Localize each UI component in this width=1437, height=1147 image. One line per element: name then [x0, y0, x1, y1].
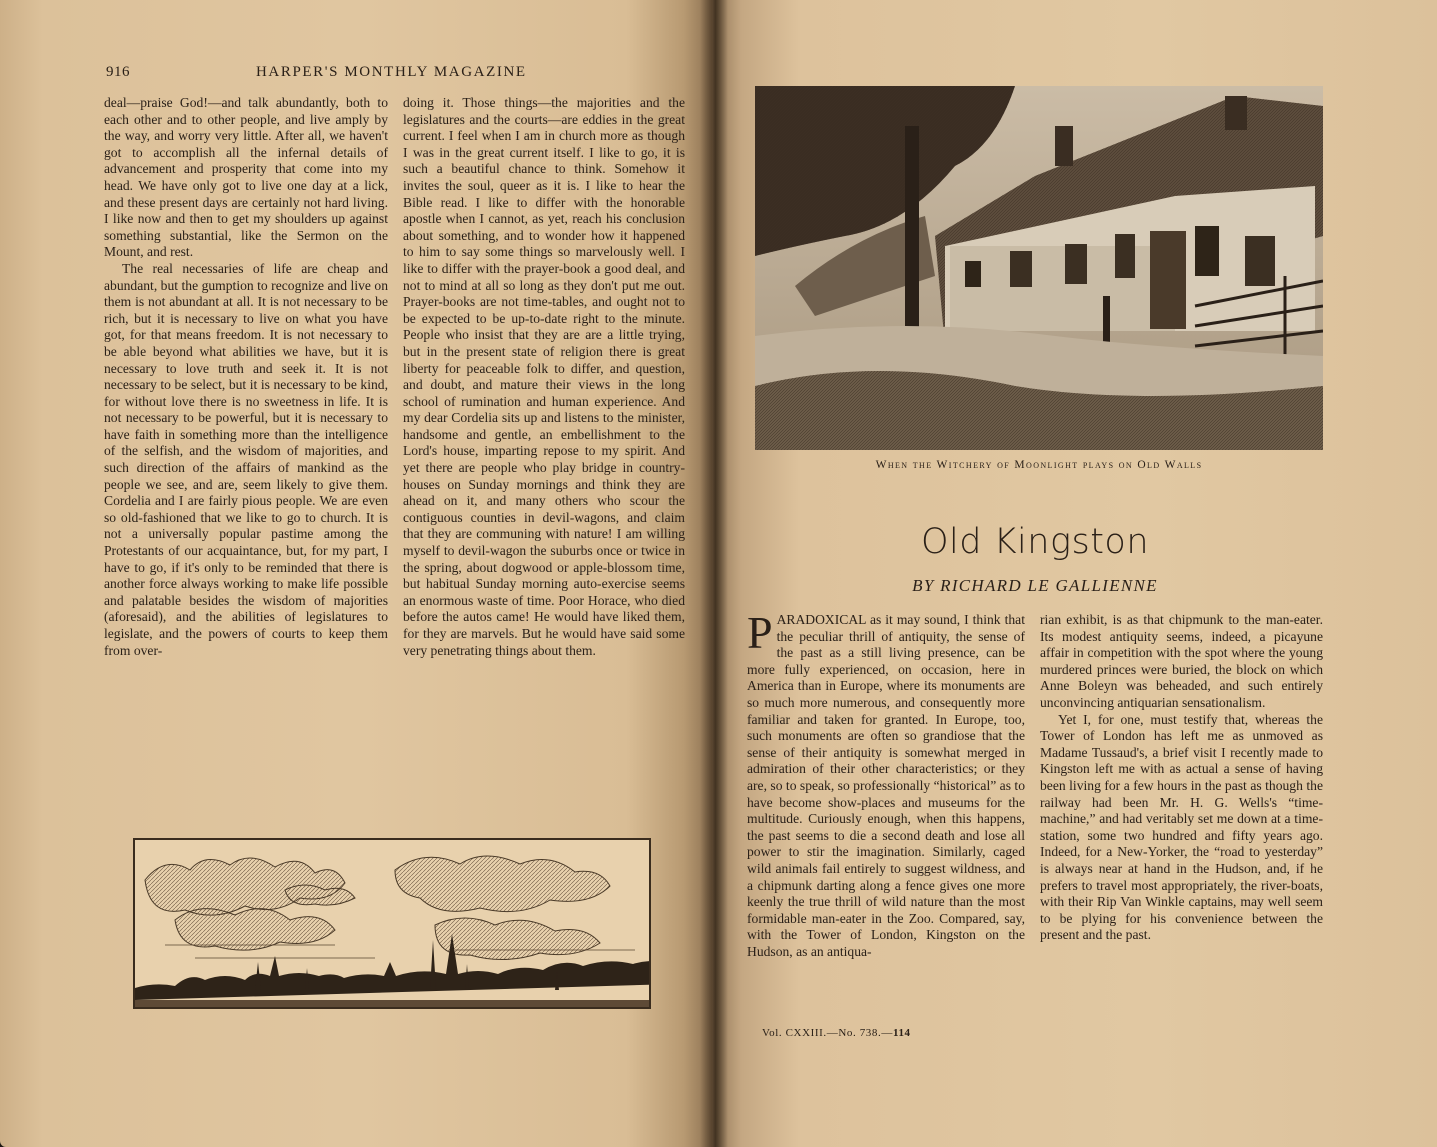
- signature-number: 114: [892, 1027, 911, 1039]
- paragraph: rian exhibit, is as that chipmunk to the man-eater. Its modest antiquity seems, indeed, a picayune affair in competition with the spot where the young murdered princes were buried, the block on which Anne Boleyn was beheaded, and such entirely unconvincing antiquarian sensationalism.: [1040, 612, 1323, 710]
- paragraph-text: ARADOXICAL as it may sound, I think that the peculiar thrill of antiquity, the sense of the past as a still living presence, can be more fully experienced, on occasion, here in America than in Europe, where its monuments are so much more numerous, and consequently more familiar and taken for granted. In Europe, too, such monuments are often so grandiose that the sense of their antiquity is somewhat merged in admiration of their other characteristics; or they are, so to speak, so professionally “historical” as to have become show-places and museums for the multitude. Curiously enough, when this happens, the past seems to die a second death and lose all power to stir the imagination. Similarly, caged wild animals fail entirely to suggest wildness, and a chipmunk darting along a fence gives one more keenly the true thrill of wild nature than the most formidable man-eater in the Zoo. Compared, say, with the Tower of London, Kingston on the Hudson, as an antiqua-: [747, 612, 1025, 959]
- cloud-landscape-engraving: [133, 838, 651, 1009]
- illustration-caption: When the Witchery of Moonlight plays on Old Walls: [875, 459, 1203, 471]
- paragraph: The real necessaries of life are cheap and abundant, but the gumption to recognize and live on them is not abundant at all. It is not necessary to be rich, but it is necessary to live on what you have got, for that means freedom. It is not necessary to be able beyond what abilities we have, but it is necessary to love truth and seek it. It is not necessary to be select, but it is necessary to be kind, for without love there is no sweetness in life. It is not necessary to be powerful, but it is necessary to have faith in something more than the intelligence of the selfish, and the wisdom of majorities, and such direction of the affairs of mankind as the people we see, and are, seem likely to give them. Cordelia and I are fairly pious people. We are even so old-fashioned that we like to go to church. It is not a universally popular pastime among the Protestants of our acquaintance, but, for my part, I have to go, if it's only to be reminded that there is another force always working to make life possible and palatable besides the wisdom of majorities (aforesaid), and the abilities of legislatures to legislate, and the powers of courts to keep them from over-: [104, 260, 388, 658]
- paragraph: Yet I, for one, must testify that, whereas the Tower of London has left me as unmoved as Madame Tussaud's, a brief visit I recently made to Kingston left me with as actual a sense of having been living for a few hours in the past as though the railway had been Mr. H. G. Wells's “time-machine,” and had veritably set me down at a time-station, some two hundred and fifty years ago. Indeed, for a New-Yorker, the “road to yesterday” is always near at hand in the Hudson, and, if he prefers to travel most appropriately, the river-boats, with their Rip Van Winkle captains, may well seem to be plying for his convenience between the present and the past.: [1040, 711, 1323, 943]
- running-head: HARPER'S MONTHLY MAGAZINE: [256, 64, 527, 80]
- left-column-1: [104, 95, 388, 659]
- right-column-1: [747, 607, 1025, 960]
- paragraph: deal—praise God!—and talk abundantly, both to each other and to other people, and live amply by the way, and worry very little. After all, we haven't got to accomplish all the infernal details of advancement and prosperity that come into my head. We have only got to live one day at a lick, and these present days are certainly not hard living. I like now and then to get my shoulders up against something substantial, like the Sermon on the Mount, and rest.: [104, 95, 388, 260]
- cloud-landscape-drawing: [135, 840, 649, 1007]
- left-column-2: [403, 95, 685, 659]
- paragraph: doing it. Those things—the majorities and the legislatures and the courts—are eddies in the great current. I feel when I am in church more as though I was in the great current itself. I like to go, it is such a beautiful chance to think. Somehow it invites the soul, queer as it is. I like to hear the Bible read. I like to differ with the honorable apostle when I cannot, as yet, reach his conclusion about something, and to wonder how it happened to him to say some things so marvelously well. I like to differ with the prayer-book a good deal, and not to mind at all so long as they don't put me out. Prayer-books are not time-tables, and ought not to be expected to be up-to-date right to the minute. People who insist that they are are a little trying, but in the present state of religion there is great liberty for peaceable folk to differ, and question, and doubt, and mature their views in the long school of rumination and human experience. And my dear Cordelia sits up and listens to the minister, handsome and gentle, an embellishment to the Lord's house, imparting repose to my spirit. And yet there are people who play bridge in country-houses on Sunday mornings and think they are ahead on it, and many others who scour the contiguous counties in devil-wagons, and claim that they are communing with nature! I am willing myself to devil-wagon the suburbs once or twice in the spring, about dogwood or apple-blossom time, but habitual Sunday morning auto-exercise seems an enormous waste of time. Poor Horace, who died before the autos came! He would have liked them, for they are marvels. But he would have said some very penetrating things about them.: [403, 95, 685, 658]
- cottage-scene-drawing: [755, 86, 1323, 450]
- cottage-etching: [755, 86, 1323, 450]
- page-number: 916: [106, 64, 130, 80]
- article-byline: BY RICHARD LE GALLIENNE: [912, 576, 1158, 595]
- paragraph: [747, 607, 1025, 960]
- volume-footer: [762, 1027, 911, 1039]
- right-column-2: [1040, 612, 1323, 944]
- drop-cap: P: [747, 607, 773, 658]
- volume-number: Vol. CXXIII.—No. 738.—: [762, 1027, 893, 1039]
- left-page: [0, 0, 712, 1147]
- article-title: Old Kingston: [920, 522, 1150, 562]
